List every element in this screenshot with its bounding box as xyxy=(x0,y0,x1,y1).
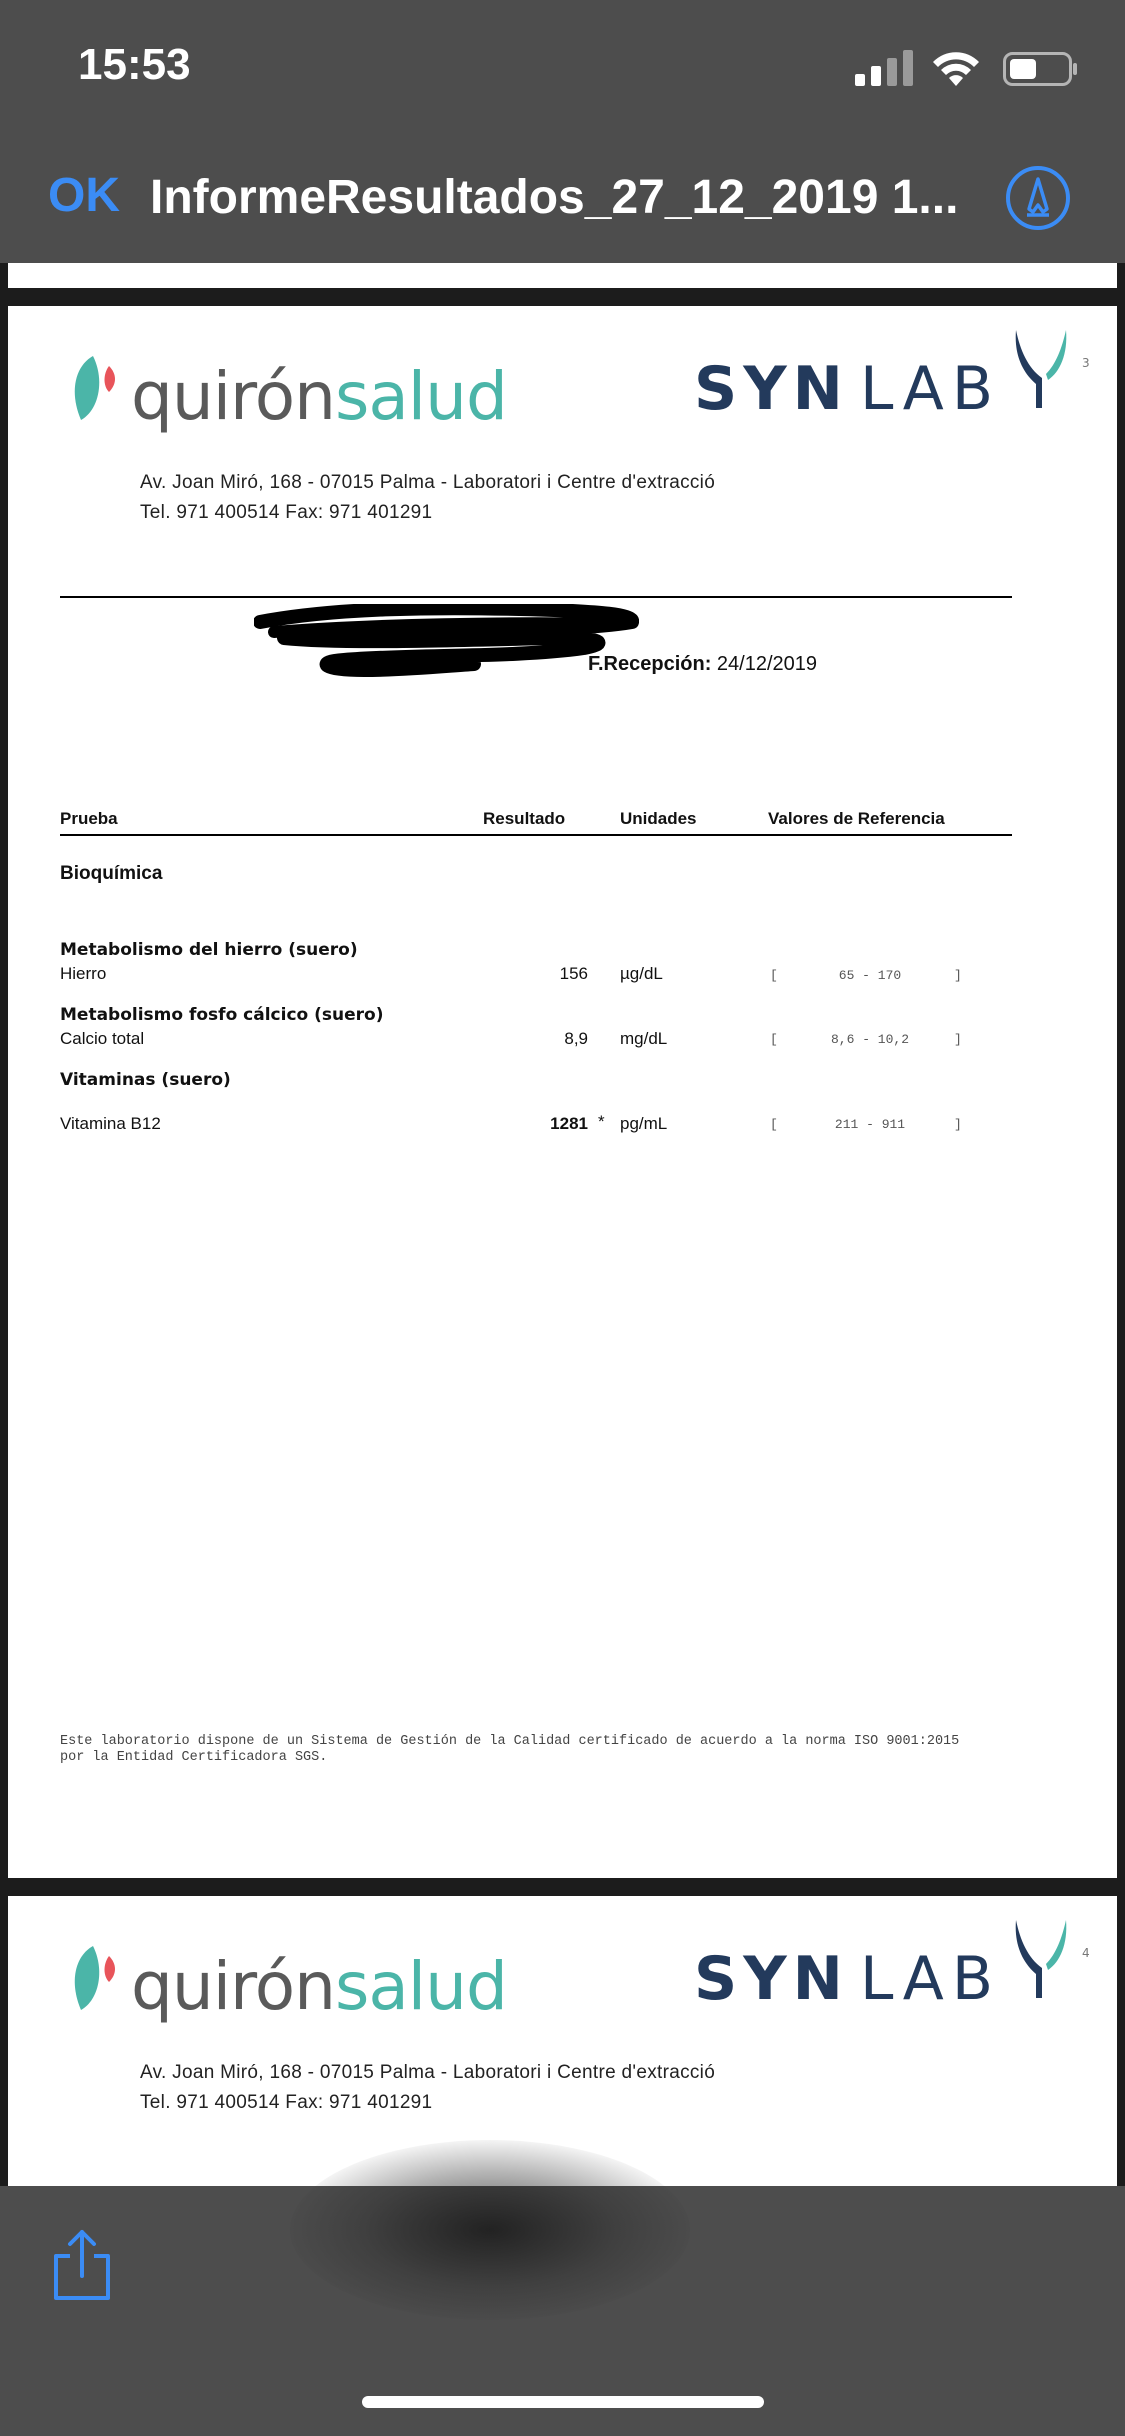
header-reference: Valores de Referencia xyxy=(768,809,945,828)
lab-address: Av. Joan Miró, 168 - 07015 Palma - Laboratori i Centre d'extracció xyxy=(140,2062,716,2083)
synlab-y-icon xyxy=(1006,328,1076,410)
header-test: Prueba xyxy=(60,809,118,828)
wifi-icon xyxy=(931,50,981,88)
done-button[interactable]: OK xyxy=(48,169,120,222)
synlab-syn: SYN xyxy=(694,1944,849,2014)
quironsalud-drop-icon xyxy=(63,1942,123,2022)
lab-address: Av. Joan Miró, 168 - 07015 Palma - Laboratori i Centre d'extracció xyxy=(140,472,716,493)
quironsalud-logo xyxy=(63,1936,507,2036)
ref-close: ] xyxy=(954,1032,962,1047)
ref-open: [ xyxy=(770,1032,778,1047)
table-header-rule xyxy=(60,834,1012,836)
ref-range: 211 - 911 xyxy=(834,1117,906,1132)
quality-certification-note: Este laboratorio dispone de un Sistema de Gestión de la Calidad certificado de acuerdo a la norma ISO 9001:2015 por la Entidad Certificadora SGS. xyxy=(60,1734,960,1765)
page-number: 3 xyxy=(1082,356,1090,370)
quironsalud-wordmark: quirónsalud xyxy=(131,1948,507,2025)
synlab-syn: SYN xyxy=(694,354,849,424)
quironsalud-drop-icon xyxy=(63,352,123,432)
test-name: Vitamina B12 xyxy=(60,1114,161,1133)
header-result: Resultado xyxy=(483,809,566,828)
test-name: Hierro xyxy=(60,964,107,983)
ref-open: [ xyxy=(770,968,778,983)
report-page-3 xyxy=(8,306,1117,1878)
lab-phone: Tel. 971 400514 Fax: 971 401291 xyxy=(140,502,433,523)
group-title: Vitaminas (suero) xyxy=(60,1070,231,1090)
quironsalud-logo xyxy=(63,346,507,446)
home-indicator[interactable] xyxy=(362,2396,764,2408)
status-icons xyxy=(855,50,1085,90)
report-page-4 xyxy=(8,1896,1117,2186)
group-title: Metabolismo del hierro (suero) xyxy=(60,940,358,960)
redaction-scribble xyxy=(254,604,639,679)
test-result: 8,9 xyxy=(564,1029,588,1048)
quironsalud-wordmark: quirónsalud xyxy=(131,358,507,435)
abnormal-flag: * xyxy=(598,1112,605,1131)
synlab-y-icon xyxy=(1006,1918,1076,2000)
header-units: Unidades xyxy=(620,809,697,828)
scroll-shadow xyxy=(290,2140,690,2320)
previous-page-edge xyxy=(8,263,1117,288)
ref-range: 8,6 - 10,2 xyxy=(830,1032,909,1047)
test-unit: pg/mL xyxy=(620,1114,668,1133)
synlab-logo xyxy=(694,1918,1074,2018)
header-rule xyxy=(60,596,1012,598)
lab-phone: Tel. 971 400514 Fax: 971 401291 xyxy=(140,2092,433,2113)
test-unit: mg/dL xyxy=(620,1029,668,1048)
ref-close: ] xyxy=(954,968,962,983)
cellular-signal-icon xyxy=(855,50,915,86)
ref-open: [ xyxy=(770,1117,778,1132)
markup-pen-icon[interactable] xyxy=(1005,165,1071,231)
section-bioquimica: Bioquímica xyxy=(60,863,163,884)
synlab-lab: LAB xyxy=(860,354,1002,424)
battery-icon xyxy=(1003,52,1079,86)
synlab-logo xyxy=(694,328,1074,428)
ref-close: ] xyxy=(954,1117,962,1132)
ref-range: 65 - 170 xyxy=(838,968,902,983)
document-title: InformeResultados_27_12_2019 1... xyxy=(150,171,959,224)
status-time: 15:53 xyxy=(78,40,191,89)
test-result: 156 xyxy=(559,964,588,983)
page-number: 4 xyxy=(1082,1946,1090,1960)
test-result: 1281 xyxy=(550,1114,588,1133)
reception-date: F.Recepción: 24/12/2019 xyxy=(588,653,818,675)
synlab-lab: LAB xyxy=(860,1944,1002,2014)
top-bar xyxy=(0,0,1125,263)
test-name: Calcio total xyxy=(60,1029,145,1048)
share-icon[interactable] xyxy=(50,2228,114,2302)
group-title: Metabolismo fosfo cálcico (suero) xyxy=(60,1005,384,1025)
test-unit: µg/dL xyxy=(620,964,663,983)
